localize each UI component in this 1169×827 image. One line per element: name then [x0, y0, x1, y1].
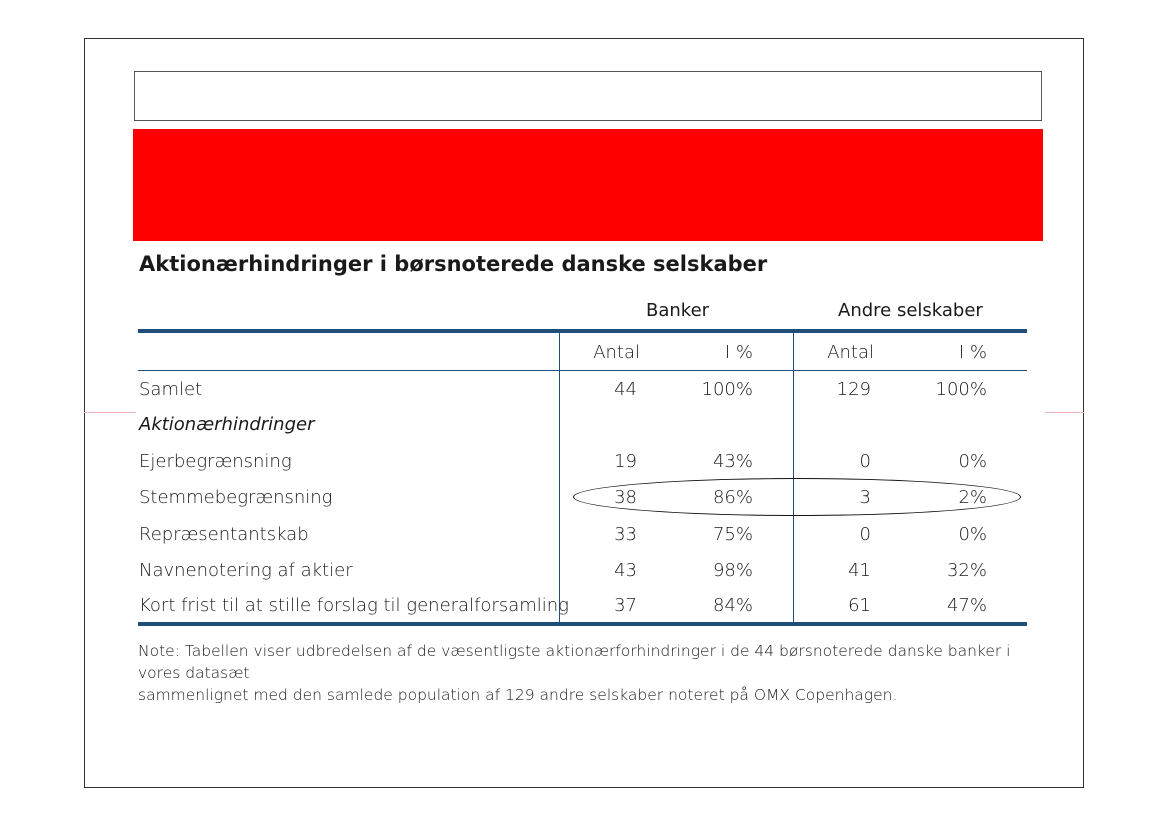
group-header-others: Andre selskaber [838, 300, 983, 321]
bank-count-cell: 19 [614, 451, 637, 472]
bank-pct-cell: 43% [712, 451, 753, 472]
other-count-cell: 129 [836, 379, 871, 400]
row-label: Repræsentantskab [139, 524, 309, 545]
bank-pct-cell: 84% [712, 595, 753, 616]
bank-count-cell: 37 [614, 595, 637, 616]
other-pct-cell: 32% [946, 560, 987, 581]
bank-pct-cell: 98% [712, 560, 753, 581]
header-rule-top [138, 329, 1027, 333]
slide-title-placeholder [134, 71, 1042, 121]
table-title: Aktionærhindringer i børsnoterede danske selskaber [139, 252, 768, 276]
other-pct-cell: 2% [958, 487, 987, 508]
bank-pct-cell: 75% [712, 524, 753, 545]
other-count-cell: 0 [859, 451, 871, 472]
other-count-cell: 0 [859, 524, 871, 545]
bank-count-cell: 33 [614, 524, 637, 545]
other-pct-cell: 0% [958, 451, 987, 472]
row-label: Ejerbegrænsning [139, 451, 292, 472]
row-label-section: Aktionærhindringer [139, 414, 315, 435]
red-banner [133, 129, 1043, 241]
row-label: Kort frist til at stille forslag til generalforsamling [139, 595, 569, 616]
row-label: Samlet [139, 379, 203, 400]
bank-count-cell: 38 [614, 487, 637, 508]
highlight-ellipse [573, 478, 1021, 516]
subheader-bank-count: Antal [593, 342, 640, 363]
row-label: Navnenotering af aktier [139, 560, 353, 581]
right-guide-line [1045, 412, 1084, 413]
note-line-1: Note: Tabellen viser udbredelsen af de væsentligste aktionærforhindringer i de 44 børsnoterede danske banker i vores datasæt [138, 642, 1011, 682]
other-count-cell: 3 [859, 487, 871, 508]
bank-pct-cell: 100% [701, 379, 753, 400]
table-note [138, 640, 1038, 706]
header-rule-bottom [138, 370, 1027, 371]
other-count-cell: 61 [848, 595, 871, 616]
row-label: Stemmebegrænsning [139, 487, 333, 508]
other-count-cell: 41 [848, 560, 871, 581]
other-pct-cell: 0% [958, 524, 987, 545]
other-pct-cell: 47% [946, 595, 987, 616]
group-header-banks: Banker [646, 300, 710, 321]
subheader-bank-pct: I % [724, 342, 753, 363]
note-line-2: sammenlignet med den samlede population af 129 andre selskaber noteret på OMX Copenhagen. [138, 686, 898, 704]
bank-pct-cell: 86% [712, 487, 753, 508]
subheader-other-count: Antal [827, 342, 874, 363]
bank-count-cell: 44 [614, 379, 637, 400]
other-pct-cell: 100% [935, 379, 987, 400]
left-guide-line [84, 412, 136, 413]
bank-count-cell: 43 [614, 560, 637, 581]
table-rule-bottom [138, 622, 1027, 626]
subheader-other-pct: I % [958, 342, 987, 363]
